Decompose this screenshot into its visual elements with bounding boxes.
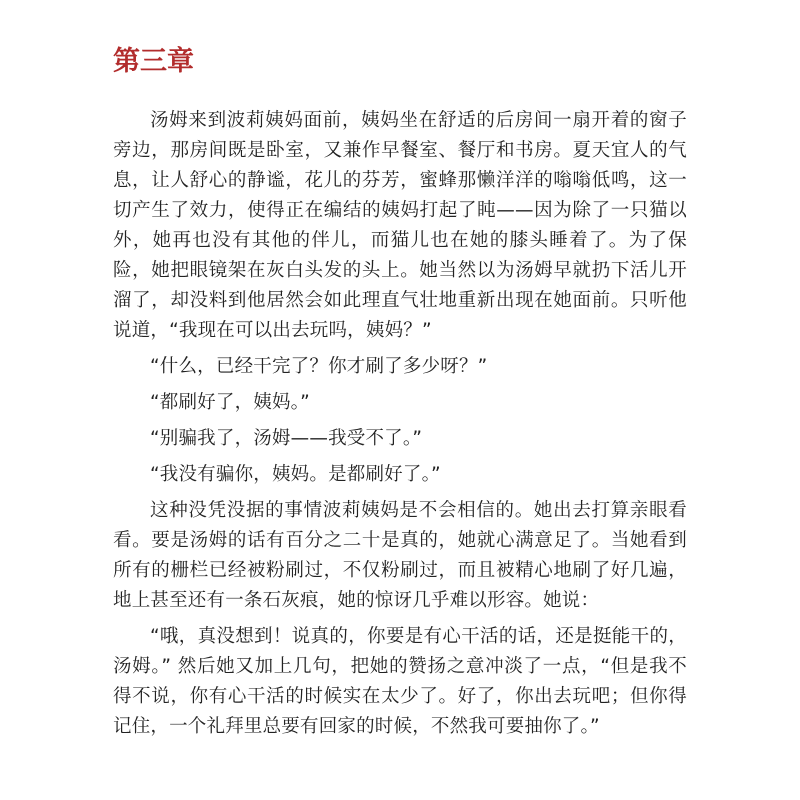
paragraph: “哦，真没想到！说真的，你要是有心干活的话，还是挺能干的，汤姆。” 然后她又加上几句，把她的赞扬之意冲淡了一点，“但是我不得不说，你有心干活的时候实在太少了。好了，你出去玩吧；但你得记住，一个礼拜里总要有回家的时候，不然我可要抽你了。” <box>113 626 687 737</box>
paragraph: 这种没凭没据的事情波莉姨妈是不会相信的。她出去打算亲眼看看。要是汤姆的话有百分之二十是真的，她就心满意足了。当她看到所有的栅栏已经被粉刷过，不仅粉刷过，而且被精心地刷了好几遍，地上甚至还有一条石灰痕，她的惊讶几乎难以形容。她说： <box>113 500 687 611</box>
chapter-title: 第三章 <box>113 46 194 77</box>
paragraph: “什么，已经干完了？你才刷了多少呀？” <box>150 356 488 377</box>
paragraph: “我没有骗你，姨妈。是都刷好了。” <box>150 464 441 485</box>
paragraph: 汤姆来到波莉姨妈面前，姨妈坐在舒适的后房间一扇开着的窗子旁边，那房间既是卧室，又兼作早餐室、餐厅和书房。夏天宜人的气息，让人舒心的静谧，花儿的芬芳，蜜蜂那懒洋洋的嗡嗡低鸣，这一切产生了效力，使得正在编结的姨妈打起了盹——因为除了一只猫以外，她再也没有其他的伴儿，而猫儿也在她的膝头睡着了。为了保险，她把眼镜架在灰白头发的头上。她当然以为汤姆早就扔下活儿开溜了，却没料到他居然会如此理直气壮地重新出现在她面前。只听他说道，“我现在可以出去玩吗，姨妈？” <box>113 110 687 341</box>
paragraph: “别骗我了，汤姆——我受不了。” <box>150 428 423 449</box>
chapter-body <box>113 106 687 742</box>
paragraph: “都刷好了，姨妈。” <box>150 392 310 413</box>
